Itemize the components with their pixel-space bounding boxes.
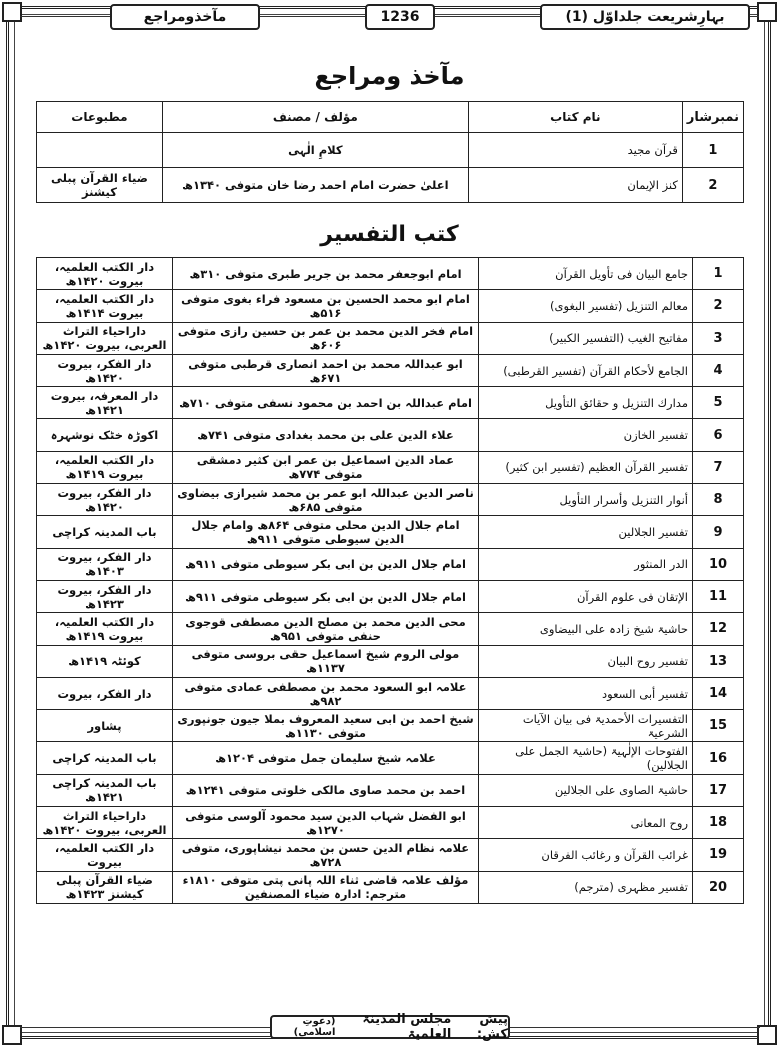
author-name: شیخ احمد بن ابی سعید المعروف بملا جیون جونپوری متوفی ۱۱۳۰ھ xyxy=(173,710,479,742)
row-number: 2 xyxy=(682,168,743,203)
table-row xyxy=(37,807,744,839)
author-name: ابو عبداللہ محمد بن احمد انصاری قرطبی متوفی ۶۷۱ھ xyxy=(173,354,479,386)
row-number: 17 xyxy=(693,774,744,806)
author-name: مولی الروم شیخ اسماعیل حقی بروسی متوفی ۱۱۳۷ھ xyxy=(173,645,479,677)
publisher: داراحیاء التراث العربی، بیروت ۱۴۲۰ھ xyxy=(37,322,173,354)
book-title: بہارِشریعت جلداوّل (1) xyxy=(540,4,750,30)
book-name: مفاتیح الغیب (التفسیر الکبیر) xyxy=(479,322,693,354)
book-name: مدارك التنزیل و حقائق التأویل xyxy=(479,387,693,419)
row-number: 5 xyxy=(693,387,744,419)
table-row xyxy=(37,451,744,483)
author-name: امام فخر الدین محمد بن عمر بن حسین رازی متوفی ۶۰۶ھ xyxy=(173,322,479,354)
publisher: داراحیاء التراث العربی، بیروت ۱۴۲۰ھ xyxy=(37,807,173,839)
publisher: ضیاء القرآن پبلی کیشنز ۱۴۲۳ھ xyxy=(37,871,173,903)
publisher: ضیاء القرآن پبلی کیشنز xyxy=(37,168,163,203)
book-name: معالم التنزیل (تفسیر البغوی) xyxy=(479,290,693,322)
col-header-author: مؤلف / مصنف xyxy=(162,102,468,133)
row-number: 1 xyxy=(682,133,743,168)
author-name: عماد الدین اسماعیل بن عمر ابن کثیر دمشقی متوفی ۷۷۴ھ xyxy=(173,451,479,483)
page-footer xyxy=(0,1012,779,1043)
author-name: امام عبداللہ بن احمد بن محمود نسفی متوفی ۷۱۰ھ xyxy=(173,387,479,419)
table-row xyxy=(37,710,744,742)
author-name: امام ابوجعفر محمد بن جریر طبری متوفی ۳۱۰ھ xyxy=(173,258,479,290)
col-header-number: نمبرشار xyxy=(682,102,743,133)
table-row xyxy=(37,839,744,871)
row-number: 16 xyxy=(693,742,744,774)
row-number: 9 xyxy=(693,516,744,548)
row-number: 6 xyxy=(693,419,744,451)
references-table xyxy=(36,101,744,203)
table-row xyxy=(37,677,744,709)
corner-ornament xyxy=(757,2,777,22)
book-name: تفسیر الخازن xyxy=(479,419,693,451)
author-name: مؤلف علامہ قاضی ثناء اللہ پانی پتی متوفی ۱۸۱۰ء مترجم: ادارہ ضیاء المصنفین xyxy=(173,871,479,903)
footer-sub: (دعوتِ اسلامی) xyxy=(293,1016,336,1038)
row-number: 4 xyxy=(693,354,744,386)
publisher: دار المعرفہ، بیروت ۱۴۲۱ھ xyxy=(37,387,173,419)
table-row xyxy=(37,322,744,354)
row-number: 20 xyxy=(693,871,744,903)
publisher: اکوڑہ خٹک نوشہرہ xyxy=(37,419,173,451)
row-number: 3 xyxy=(693,322,744,354)
footer-box xyxy=(270,1012,510,1042)
table-row xyxy=(37,419,744,451)
table-row xyxy=(37,354,744,386)
book-name: التفسیرات الأحمدیۃ فی بیان الآیات الشرعیۃ xyxy=(479,710,693,742)
header-rule xyxy=(260,16,365,17)
book-name: الدر المنثور xyxy=(479,548,693,580)
table-row xyxy=(37,742,744,774)
author-name: علاء الدین علی بن محمد بغدادی متوفی ۷۴۱ھ xyxy=(173,419,479,451)
col-header-book: نام کتاب xyxy=(468,102,682,133)
footer-label: پیش کش: xyxy=(476,1012,508,1042)
table-row xyxy=(37,387,744,419)
book-name: تفسیر أبی السعود xyxy=(479,677,693,709)
col-header-publisher: مطبوعات xyxy=(37,102,163,133)
row-number: 15 xyxy=(693,710,744,742)
row-number: 13 xyxy=(693,645,744,677)
book-name: الجامع لأحکام القرآن (تفسیر القرطبی) xyxy=(479,354,693,386)
book-name: الإتقان فی علوم القرآن xyxy=(479,580,693,612)
table-row xyxy=(37,484,744,516)
book-name: جامع البیان فی تأویل القرآن xyxy=(479,258,693,290)
book-name: أنوار التنزیل وأسرار التأویل xyxy=(479,484,693,516)
author-name: امام جلال الدین بن ابی بکر سیوطی متوفی ۹۱۱ھ xyxy=(173,548,479,580)
author-name: امام جلال الدین محلی متوفی ۸۶۴ھ وامام جلال الدین سیوطی متوفی ۹۱۱ھ xyxy=(173,516,479,548)
row-number: 12 xyxy=(693,613,744,645)
author-name: ناصر الدین عبداللہ ابو عمر بن محمد شیرازی بیضاوی متوفی ۶۸۵ھ xyxy=(173,484,479,516)
header-rule xyxy=(435,16,540,17)
corner-ornament xyxy=(2,2,22,22)
row-number: 7 xyxy=(693,451,744,483)
table-row xyxy=(37,871,744,903)
footer-org: مجلس المدینۃ العلمیۃ xyxy=(362,1012,452,1042)
author-name: احمد بن محمد صاوی مالکی خلوتی متوفی ۱۲۴۱ھ xyxy=(173,774,479,806)
book-name: الفتوحات الإلٰہیۃ (حاشیۃ الجمل علی الجلالین) xyxy=(479,742,693,774)
book-name: روح المعانی xyxy=(479,807,693,839)
table-row xyxy=(37,580,744,612)
section-heading: کتب التفسیر xyxy=(320,222,459,247)
publisher: دار الفکر، بیروت ۱۴۰۳ھ xyxy=(37,548,173,580)
page-header xyxy=(20,4,759,34)
table-row xyxy=(37,290,744,322)
row-number: 18 xyxy=(693,807,744,839)
book-name: تفسیر مظہری (مترجم) xyxy=(479,871,693,903)
book-name: غرائب القرآن و رغائب الفرقان xyxy=(479,839,693,871)
header-rule xyxy=(750,16,759,17)
table-header-row xyxy=(37,102,744,133)
row-number: 11 xyxy=(693,580,744,612)
footer-rule xyxy=(20,1027,270,1028)
publisher: دار الفکر، بیروت ۱۴۲۰ھ xyxy=(37,354,173,386)
publisher: دار الفکر، بیروت ۱۴۲۰ھ xyxy=(37,484,173,516)
row-number: 10 xyxy=(693,548,744,580)
page-number: 1236 xyxy=(365,4,435,30)
author-name: امام جلال الدین بن ابی بکر سیوطی متوفی ۹۱۱ھ xyxy=(173,580,479,612)
table-row xyxy=(37,645,744,677)
publisher: دار الکتب العلمیہ، بیروت xyxy=(37,839,173,871)
row-number: 19 xyxy=(693,839,744,871)
table-row xyxy=(37,548,744,580)
table-row xyxy=(37,613,744,645)
publisher: باب المدینہ کراچی xyxy=(37,516,173,548)
row-number: 14 xyxy=(693,677,744,709)
book-name: حاشیۃ شیخ زادہ علی البیضاوی xyxy=(479,613,693,645)
header-section: مآخذومراجع xyxy=(110,4,260,30)
table-row xyxy=(37,168,744,203)
book-name: قرآن مجید xyxy=(468,133,682,168)
publisher: کوئٹہ ۱۴۱۹ھ xyxy=(37,645,173,677)
author-name: علامہ شیخ سلیمان جمل متوفی ۱۲۰۴ھ xyxy=(173,742,479,774)
author-name: اعلیٰ حضرت امام احمد رضا خان متوفی ۱۳۴۰ھ xyxy=(162,168,468,203)
book-name: کنز الإیمان xyxy=(468,168,682,203)
author-name: کلامِ الٰہی xyxy=(162,133,468,168)
author-name: محی الدین محمد بن مصلح الدین مصطفی قوجوی حنفی متوفی ۹۵۱ھ xyxy=(173,613,479,645)
publisher: دار الکتب العلمیہ، بیروت ۱۴۱۹ھ xyxy=(37,451,173,483)
header-rule xyxy=(20,16,110,17)
publisher: باب المدینہ کراچی xyxy=(37,742,173,774)
publisher: دار الکتب العلمیہ، بیروت ۱۴۱۹ھ xyxy=(37,613,173,645)
footer-rule xyxy=(510,1027,760,1028)
author-name: امام ابو محمد الحسین بن مسعود فراء بغوی متوفی ۵۱۶ھ xyxy=(173,290,479,322)
table-row xyxy=(37,258,744,290)
row-number: 2 xyxy=(693,290,744,322)
publisher: دار الکتب العلمیہ، بیروت ۱۴۱۴ھ xyxy=(37,290,173,322)
table-row xyxy=(37,774,744,806)
table-row xyxy=(37,133,744,168)
page-title: مآخذ ومراجع xyxy=(314,62,465,90)
author-name: ابو الفضل شہاب الدین سید محمود آلوسی متوفی ۱۲۷۰ھ xyxy=(173,807,479,839)
table-row xyxy=(37,516,744,548)
publisher xyxy=(37,133,163,168)
book-name: حاشیۃ الصاوی علی الجلالین xyxy=(479,774,693,806)
book-name: تفسیر القرآن العظیم (تفسیر ابن کثیر) xyxy=(479,451,693,483)
book-name: تفسیر روح البیان xyxy=(479,645,693,677)
author-name: علامہ نظام الدین حسن بن محمد نیشاپوری، متوفی ۷۲۸ھ xyxy=(173,839,479,871)
tafsir-table xyxy=(36,257,744,904)
author-name: علامہ ابو السعود محمد بن مصطفی عمادی متوفی ۹۸۲ھ xyxy=(173,677,479,709)
row-number: 1 xyxy=(693,258,744,290)
publisher: دار الکتب العلمیہ، بیروت ۱۴۲۰ھ xyxy=(37,258,173,290)
publisher: پشاور xyxy=(37,710,173,742)
book-name: تفسیر الجلالین xyxy=(479,516,693,548)
publisher: دار الفکر، بیروت xyxy=(37,677,173,709)
row-number: 8 xyxy=(693,484,744,516)
publisher: دار الفکر، بیروت ۱۴۲۳ھ xyxy=(37,580,173,612)
publisher: باب المدینہ کراچی ۱۴۲۱ھ xyxy=(37,774,173,806)
